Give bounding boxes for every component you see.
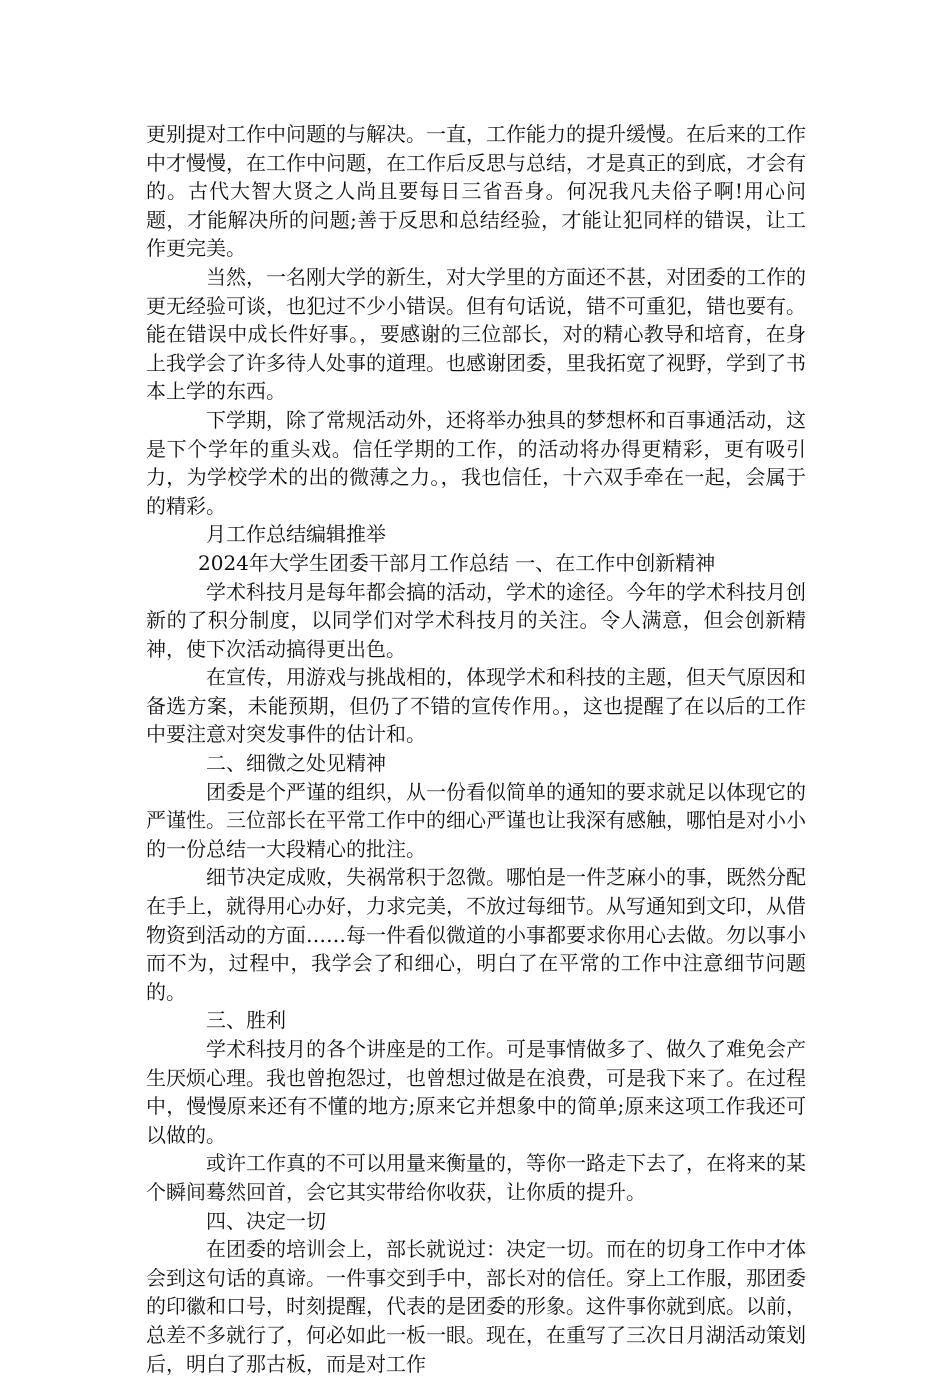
document-body (146, 120, 806, 1378)
paragraph-7: 在宣传，用游戏与挑战相的，体现学术和科技的主题，但天气原因和备选方案，未能预期，但仍了不错的宣传作用。，这也提醒了在以后的工作中要注意对突发事件的估计和。 (146, 665, 806, 747)
paragraph-6: 学术科技月是每年都会搞的活动，学术的途径。今年的学术科技月创新的了积分制度，以同学们对学术科技月的关注。令人满意，但会创新精神，使下次活动搞得更出色。 (146, 579, 806, 661)
paragraph-15: 在团委的培训会上，部长就说过：决定一切。而在的切身工作中才体会到这句话的真谛。一件事交到手中，部长对的信任。穿上工作服，那团委的印徽和口号，时刻提醒，代表的是团委的形象。这件事你就到底。以前，总差不多就行了，何必如此一板一眼。现在，在重写了三次日月湖活动策划后，明白了那古板，而是对工作 (146, 1237, 806, 1376)
section-heading-3: 三、胜利 (206, 1008, 286, 1033)
paragraph-12: 学术科技月的各个讲座是的工作。可是事情做多了、做久了难免会产生厌烦心理。我也曾抱怨过，也曾想过做是在浪费，可是我下来了。在过程中，慢慢原来还有不懂的地方;原来它并想象中的简单;原来这项工作我还可以做的。 (146, 1037, 806, 1147)
paragraph-13: 或许工作真的不可以用量来衡量的，等你一路走下去了，在将来的某个瞬间蓦然回首，会它其实带给你收获，让你质的提升。 (146, 1151, 806, 1204)
recommendation-heading: 月工作总结编辑推举 (206, 522, 386, 547)
section-heading-2: 二、细微之处见精神 (206, 751, 386, 776)
paragraph-10: 细节决定成败，失祸常积于忽微。哪怕是一件芝麻小的事，既然分配在手上，就得用心办好，力求完美，不放过每细节。从写通知到文印，从借物资到活动的方面……每一件看似微道的小事都要求你用心去做。勿以事小而不为，过程中，我学会了和细心，明白了在平常的工作中注意细节问题的。 (146, 865, 806, 1004)
section-heading-4: 四、决定一切 (206, 1208, 326, 1233)
paragraph-2: 当然，一名刚大学的新生，对大学里的方面还不甚，对团委的工作的更无经验可谈，也犯过不少小错误。但有句话说，错不可重犯，错也要有。能在错误中成长件好事。，要感谢的三位部长，对的精心教导和培育，在身上我学会了许多待人处事的道理。也感谢团委，里我拓宽了视野，学到了书本上学的东西。 (146, 264, 806, 404)
paragraph-3: 下学期，除了常规活动外，还将举办独具的梦想杯和百事通活动，这是下个学年的重头戏。信任学期的工作，的活动将办得更精彩，更有吸引力，为学校学术的出的微薄之力。，我也信任，十六双手牵在一起，会属于的精彩。 (146, 407, 806, 518)
paragraph-1: 更别提对工作中问题的与解决。一直，工作能力的提升缓慢。在后来的工作中才慢慢，在工作中问题，在工作后反思与总结，才是真正的到底，才会有的。古代大智大贤之人尚且要每日三省吾身。何况我凡夫俗子啊!用心问题，才能解决所的问题;善于反思和总结经验，才能让犯同样的错误，让工作更完美。 (146, 122, 806, 261)
paragraph-9: 团委是个严谨的组织，从一份看似简单的通知的要求就足以体现它的严谨性。三位部长在平常工作中的细心严谨也让我深有感触，哪怕是对小小的一份总结一大段精心的批注。 (146, 779, 806, 861)
article-title: 2024年大学生团委干部月工作总结 一、在工作中创新精神 (198, 550, 716, 575)
